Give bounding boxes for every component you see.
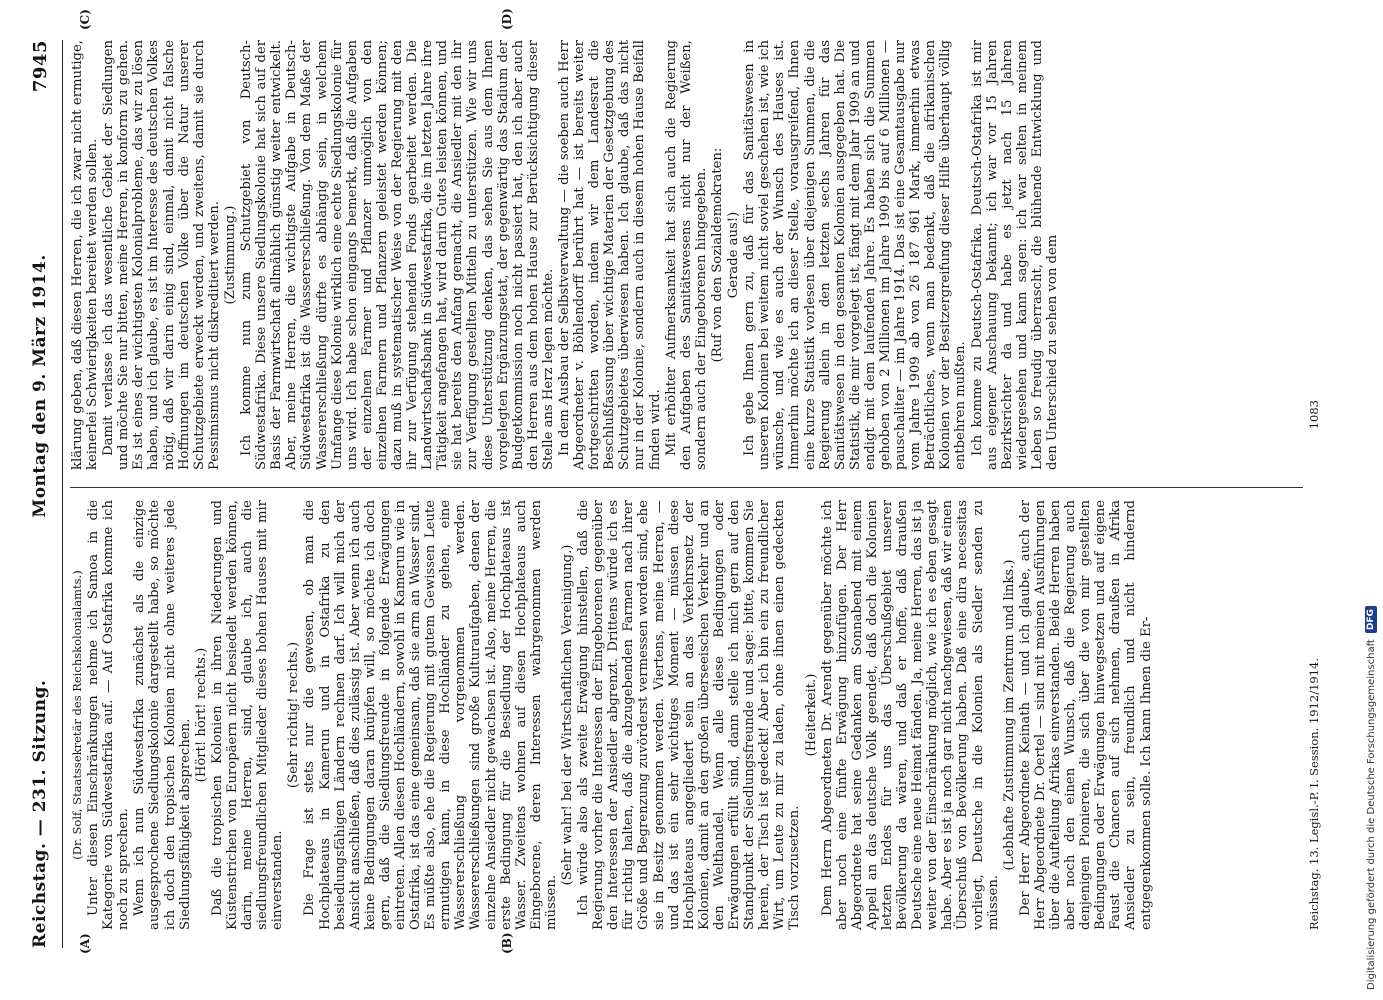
interjection: (Sehr wahr! bei der Wirtschaftlichen Vereinigung.) — [560, 544, 575, 886]
left-column — [70, 500, 1303, 930]
interjection: (Lebhafte Zustimmung im Zentrum und links.) — [1001, 559, 1017, 871]
interjection: (Sehr richtig! rechts.) — [286, 641, 302, 789]
footer-session: Reichstag. 13. Legisl.-P. I. Session. 1912/1914. — [1307, 657, 1321, 930]
interjection: (Hört! hört! rechts.) — [193, 647, 209, 783]
margin-marker-a: (A) — [78, 933, 92, 954]
column-divider — [70, 487, 1303, 488]
page-number: 7945 — [29, 40, 51, 93]
funding-sidebar — [1363, 10, 1379, 990]
header-date: Montag den 9. März 1914. — [30, 254, 50, 518]
paragraph: Mit erhöhter Aufmerksamkeit hat sich auch die Regierung den Aufgaben des Sanitätswesens nicht nur der Weißen, sondern auch der Eingeborenen hingegeben. — [663, 40, 709, 470]
paragraph: Unter diesen Einschränkungen nehme ich Samoa in die Kategorie von Südwestafrika auf. — Auf Ostafrika komme ich noch zu sprechen. — [86, 500, 132, 930]
paragraph: Wenn ich nun Südwestafrika zunächst als die einzige ausgesprochene Siedlungskolonie dargestellt habe, so möchte ich doch den tropischen Kolonien nicht ohne weiteres jede Siedlungsfähigkeit absprechen. — [132, 500, 193, 930]
paragraph: Ich komme zu Deutsch-Ostafrika. Deutsch-Ostafrika ist mir aus eigener Anschauung bekannt; ich war vor 15 Jahren Bezirksrichter da und habe es jetzt nach 15 Jahren wiedergesehen und kann sagen: ich war selten in meinem Leben so freudig überrascht, die blühende Entwicklung und den Unterschied zu sehen von dem — [969, 40, 1060, 470]
paragraph: Ich gebe Ihnen gern zu, daß für das Sanitätswesen in unseren Kolonien bei weitem nicht soviel geschehen ist, wie ich wünsche, und wie es auch der Wunsch des Hauses ist. Immerhin möchte ich an dieser Stelle, vorausgreifend, Ihnen eine kurze Statistik vorlesen über diejenigen Summen, die die Regierung allein in den letzten sechs Jahren für das Sanitätswesen in den gesamten Kolonien ausgegeben hat. Die Statistik, die mir vorgelegt ist, fängt mit dem Jahr 1909 an und endigt mit dem laufenden Jahre. Es haben sich die Summen gehoben von 2 Millionen im Jahre 1909 bis auf 6 Millionen — pauschaliter — im Jahre 1914. Das ist eine Gesamtausgabe nur vom Jahre 1909 ab von 26 187 961 Mark, immerhin etwas Beträchtliches, wenn man bedenkt, daß die afrikanischen Kolonien vor der Besitzergreifung dieser Hilfe überhaupt völlig entbehren mußten. — [742, 40, 969, 470]
paragraph: Der Herr Abgeordnete Keinath — und ich glaube, auch der Herr Abgeordnete Dr. Oertel — sind mit meinen Ausführungen über die Aufteilung Afrikas einverstanden. Beide Herren haben aber noch den einen Wunsch, daß die Regierung auch denjenigen Pionieren, die sich über die von mir gestellten Bedingungen oder Erwägungen hinwegsetzen und auf eigene Faust die Chancen auf sich nehmen, draußen in Afrika Ansiedler zu sein, freundlich und nicht hindernd entgegenkommen solle. Ich kann Ihnen die Er- — [1017, 500, 1154, 930]
page-header — [18, 40, 63, 948]
margin-marker-b: (B) — [500, 932, 514, 954]
footer-number: 1083 — [1307, 400, 1321, 430]
interjection: Gerade aus!) — [726, 211, 742, 299]
interjection: (Heiterkeit.) — [803, 673, 819, 757]
interjection: (Ruf von den Sozialdemokraten: — [709, 147, 725, 363]
funding-note: Digitalisierung gefördert durch die Deutsche Forschungsgemeinschaft — [1365, 639, 1377, 990]
dfg-logo: DFG — [1365, 606, 1377, 633]
interjection: (Zustimmung.) — [222, 205, 238, 305]
margin-marker-c: (C) — [78, 9, 92, 30]
paragraph: Ich komme nun zum Schutzgebiet von Deutsch-Südwestafrika. Diese unsere Siedlungskolonie hat sich auf der Basis der Farmwirtschaft allmählich günstig weiter entwickelt. Aber, meine Herren, die wichtigste Aufgabe in Deutsch-Südwestafrika ist die Wassererschließung. Von dem Maße der Wassererschließung dürfte es abhängig sein, in welchem Umfange diese Kolonie wirklich eine echte Siedlungskolonie für uns wird. Ich habe schon eingangs bemerkt, daß die Aufgaben der einzelnen Farmer und Pflanzer unmöglich von den einzelnen Farmern und Pflanzern geleistet werden können; dazu muß in systematischer Weise von der Regierung mit den ihr zur Verfügung stehenden Fonds gearbeitet werden. Die Landwirtschaftsbank in Südwestafrika, die im letzten Jahre ihre Tätigkeit angefangen hat, wird darin Gutes leisten können, und sie hat bereits den Anfang gemacht, die Ansiedler mit den ihr zur Verfügung gestellten Mitteln zu unterstützen. Wie wir uns diese Unterstützung denken, das sehen Sie aus dem Ihnen vorgelegten Ergänzungsetat, der gegenwärtig das Stadium der Budgetkommission noch nicht passiert hat, den ich aber auch den Herren aus dem hohen Hause zur Berücksichtigung dieser Stelle ans Herz legen möchte. — [239, 40, 556, 470]
right-column — [70, 40, 1303, 470]
margin-marker-d: (D) — [500, 8, 514, 30]
header-session: Reichstag. — 231. Sitzung. — [30, 679, 50, 948]
speaker-note: (Dr. Solf, Staatssekretär des Reichskolonialamts.) — [70, 570, 84, 860]
page-footer — [1307, 40, 1321, 930]
paragraph: Damit verlasse ich das wesentliche Gebiet der Siedlungen und möchte Sie nur bitten, meine Herren, in konform zu gehen. Es ist eines der wichtigsten Kolonialprobleme, das wir zu lösen haben, und ich glaube, es ist im Interesse des deutschen Volkes nötig, daß wir darin einig sind, einmal, damit nicht falsche Hoffnungen im deutschen Volke über die Natur unserer Schutzgebiete erweckt werden, und zweitens, damit sie durch Pessimismus nicht diskreditiert werden. — [101, 40, 222, 470]
paragraph: Daß die tropischen Kolonien in ihren Niederungen und Küstenstrichen von Europäern nicht besiedelt werden können, darin, meine Herren, sind, glaube ich, auch die siedlungsfreundlichen Mitglieder dieses hohen Hauses mit mir einverstanden. — [209, 500, 286, 930]
paragraph: Dem Herrn Abgeordneten Dr. Arendt gegenüber möchte ich aber noch eine fünfte Erwägung hinzufügen. Der Herr Abgeordnete hat seine Gedanken am Sonnabend mit einem Appell an das deutsche Volk geendet, daß doch die Kolonien letzten Endes für uns das Überschußgebiet unserer Bevölkerung da wären, und daß er hoffe, daß draußen Deutsche eine neue Heimat fänden. Ja, meine Herren, das ist ja weiter von der Einschränkung möglich, wie ich es eben gesagt habe. Aber es ist ja noch gar nicht nachgewiesen, daß wir einen Überschuß von Bevölkerung haben. Daß eine dira necessitas vorliegt, Deutsche in die Kolonien als Siedler senden zu müssen. — [819, 500, 1001, 930]
paragraph: Ich würde also als zweite Erwägung hinstellen, daß die Regierung vorher die Interessen der Eingeborenen gegenüber den Interessen der Ansiedler abgrenzt. Drittens würde ich es für richtig halten, daß die abzugebenden Farmen nach ihrer Größe und Begrenzung zuvörderst vermessen worden sind, ehe sie in Besitz genommen werden. Viertens, meine Herren, — und das ist ein sehr wichtiges Moment — müssen diese Hochplateaus angegliedert sein an das Verkehrsnetz der Kolonien, damit an den großen überseeischen Verkehr und an den Welthandel. Wenn alle diese Bedingungen oder Erwägungen erfüllt sind, dann stelle ich mich gern auf den Standpunkt der Siedlungsfreunde und sage: bitte, kommen Sie herein, der Tisch ist gedeckt! Aber ich bin ein zu freundlicher Wirt, um Leute zu mir zu laden, ohne ihnen einen gedeckten Tisch vorzusetzen. — [576, 500, 803, 930]
paragraph: Die Frage ist stets nur die gewesen, ob man die Hochplateaus in Kamerun und in Ostafrika zu den besiedlungsfähigen Ländern rechnen darf. Ich will mich der Ansicht anschließen, daß dies zulässig ist. Aber wenn ich auch keine Bedingungen daran knüpfen will, so möchte ich doch gern, daß die Siedlungsfreunde in folgende Erwägungen eintreten. Allen diesen Hochländern, sowohl in Kamerun wie in Ostafrika, ist das eine gemeinsam, daß sie arm an Wasser sind. Es müßte also, ehe die Regierung mit gutem Gewissen Leute ermutigen kann, in diese Hochländer zu gehen, eine Wassererschließung vorgenommen werden. Wassererschließungen sind große Kulturaufgaben, denen der einzelne Ansiedler nicht gewachsen ist. Also, meine Herren, die erste Bedingung für die Besiedlung der Hochplateaus ist Wasser. Zweitens wohnen auf diesen Hochplateaus auch Eingeborene, deren Interessen wahrgenommen werden müssen. — [302, 500, 559, 930]
paragraph: In dem Ausbau der Selbstverwaltung — die soeben auch Herr Abgeordneter v. Böhlendorff berührt hat — ist bereits weiter fortgeschritten worden, indem wir dem Landesrat die Beschlußfassung über wichtige Materien der Gesetzgebung des Schutzgebietes überwiesen haben. Ich glaube, daß das nicht nur in der Kolonie, sondern auch in diesem hohen Hause Beifall finden wird. — [557, 40, 663, 470]
paragraph: klärung geben, daß diesen Herren, die ich zwar nicht ermutige, keinerlei Schwierigkeiten bereitet werden sollen. — [70, 40, 101, 470]
